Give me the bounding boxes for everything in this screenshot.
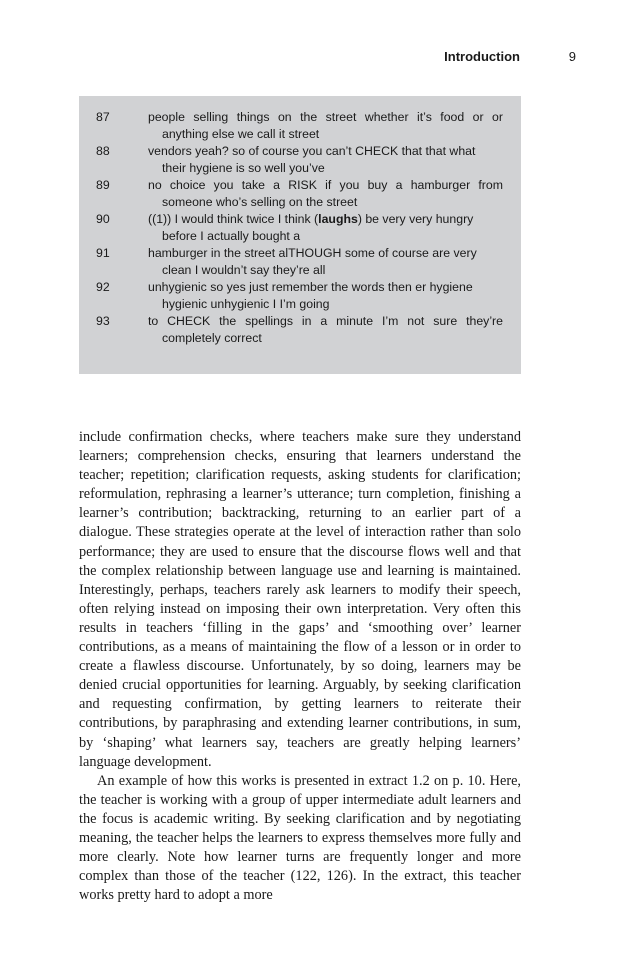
line-number: 91 — [96, 246, 110, 260]
line-text-part: ) be very very hungry — [357, 212, 474, 226]
line-continuation: clean I wouldn’t say they’re all — [162, 263, 326, 277]
line-continuation: completely correct — [162, 331, 262, 345]
line-text: no choice you take a RISK if you buy a hamburger from — [148, 178, 503, 192]
line-number: 92 — [96, 280, 110, 294]
transcript-line — [96, 313, 503, 347]
transcript-line — [96, 279, 503, 313]
line-text: vendors yeah? so of course you can’t CHECK that that what — [148, 144, 476, 158]
transcript-line — [96, 177, 503, 211]
bold-annotation: laughs — [318, 212, 358, 226]
transcript-line — [96, 245, 503, 279]
transcript-line — [96, 211, 503, 245]
line-number: 93 — [96, 314, 110, 328]
line-text — [148, 211, 503, 228]
section-title: Introduction — [444, 49, 520, 64]
transcript-line — [96, 109, 503, 143]
line-continuation: before I actually bought a — [162, 229, 301, 243]
line-number: 90 — [96, 212, 110, 226]
line-continuation: hygienic unhygienic I I’m going — [162, 297, 330, 311]
line-text: to CHECK the spellings in a minute I’m not sure they’re — [148, 314, 503, 328]
line-text: people selling things on the street whether it’s food or or — [148, 110, 503, 124]
line-text: unhygienic so yes just remember the words then er hygiene — [148, 280, 473, 294]
body-paragraph: include confirmation checks, where teachers make sure they understand learners; comprehension checks, ensuring that learners understand the teacher; repetition; clarification requests, asking students for clarification; reformulation, rephrasing a learner’s utterance; turn completion, finishing a learner’s contribution; backtracking, returning to an earlier part of a dialogue. These strategies operate at the level of interaction rather than solo performance; they are used to ensure that the discourse flows well and that the complex relationship between language use and learning is maintained. Interestingly, perhaps, teachers rarely ask learners to modify their speech, often relying instead on imposing their own interpretation. Very often this results in teachers ‘filling in the gaps’ and ‘smoothing over’ learner contributions, as a means of maintaining the flow of a lesson or in order to create a flawless discourse. Unfortunately, by so doing, learners may be denied crucial opportunities for learning. Arguably, by seeking clarification and requesting confirmation, by getting learners to reiterate their contributions, by paraphrasing and extending learner contributions, in sum, by ‘shaping’ what learners say, teachers are greatly helping learners’ language development. — [79, 429, 521, 770]
line-number: 87 — [96, 110, 110, 124]
line-number: 89 — [96, 178, 110, 192]
line-text-part: ((1)) I would think twice I think ( — [148, 212, 319, 226]
line-continuation: anything else we call it street — [162, 127, 320, 141]
line-continuation: someone who’s selling on the street — [162, 195, 358, 209]
transcript-box — [79, 96, 521, 374]
body-paragraph: An example of how this works is presented in extract 1.2 on p. 10. Here, the teacher is working with a group of upper intermediate adult learners and the focus is academic writing. By seeking clarification and by negotiating meaning, the teacher helps the learners to express themselves more fully and more clearly. Note how learner turns are frequently longer and more complex than those of the teacher (122, 126). In the extract, this teacher works pretty hard to adopt a more — [79, 772, 521, 904]
running-header — [0, 47, 638, 67]
line-continuation: their hygiene is so well you’ve — [162, 161, 325, 175]
page-number: 9 — [568, 49, 576, 64]
line-text: hamburger in the street alTHOUGH some of course are very — [148, 246, 477, 260]
transcript-line — [96, 143, 503, 177]
line-number: 88 — [96, 144, 110, 158]
body-text — [79, 428, 521, 905]
